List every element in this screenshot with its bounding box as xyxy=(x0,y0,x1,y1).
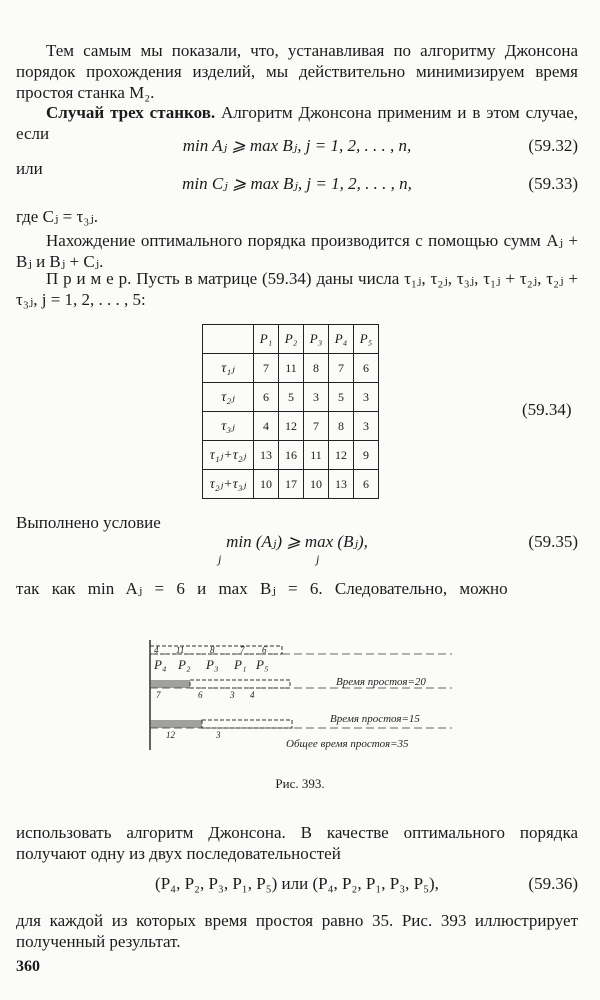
matrix-row xyxy=(203,441,379,470)
matrix-col-header: P₁ xyxy=(254,325,279,354)
matrix-cell: 10 xyxy=(304,470,329,499)
equation-body: min Cⱼ ⩾ max Bⱼ, j = 1, 2, . . . , n, xyxy=(182,174,412,193)
matrix-row-label: τ₁ⱼ+τ₂ⱼ xyxy=(203,441,254,470)
bar2-label: 7 xyxy=(156,690,161,700)
paragraph-3: Нахождение оптимального порядка производится с помощью сумм Aⱼ + Bⱼ и Bⱼ + Cⱼ. xyxy=(16,231,578,271)
matrix-cell: 7 xyxy=(254,354,279,383)
matrix-cell: 8 xyxy=(304,354,329,383)
paragraph-2-text: Алгоритм Джонсона применим и в этом случае, если xyxy=(16,103,578,143)
equation-59-32 xyxy=(16,134,578,158)
or-word: или xyxy=(16,159,43,178)
sequence-label: P₁ xyxy=(234,657,247,672)
equation-body: (P₄, P₂, P₃, P₁, P₅) или (P₄, P₂, P₁, P₃, P₅), xyxy=(155,874,439,893)
matrix-cell: 16 xyxy=(279,441,304,470)
matrix-cell: 12 xyxy=(279,412,304,441)
paragraph-6: использовать алгоритм Джонсона. В качестве оптимального порядка получают одну из двух последовательностей xyxy=(16,823,578,863)
equation-59-35 xyxy=(16,530,578,554)
matrix-col-header: P₂ xyxy=(279,325,304,354)
equation-number: (59.32) xyxy=(528,136,578,155)
equation-body: min Aⱼ ⩾ max Bⱼ, j = 1, 2, . . . , n, xyxy=(182,136,412,155)
paragraph-4: П р и м е р. Пусть в матрице (59.34) даны числа τ₁ⱼ, τ₂ⱼ, τ₃ⱼ, τ₁ⱼ + τ₂ⱼ, τ₂ⱼ + τ₃ⱼ, j = 1, 2, . . . , 5: xyxy=(16,269,578,309)
matrix-corner xyxy=(203,325,254,354)
top-bar-label: 8 xyxy=(210,645,215,655)
section-heading: Случай трех станков. xyxy=(46,103,216,122)
matrix-cell: 6 xyxy=(354,470,379,499)
equation-number: (59.35) xyxy=(528,532,578,551)
idle-time-1: Время простоя=20 xyxy=(336,676,426,688)
bar2-label: 3 xyxy=(230,690,235,700)
matrix-cell: 11 xyxy=(304,441,329,470)
matrix-cell: 7 xyxy=(304,412,329,441)
matrix-cell: 6 xyxy=(354,354,379,383)
matrix-cell: 8 xyxy=(329,412,354,441)
matrix-cell: 7 xyxy=(329,354,354,383)
sequence-label: P₄ xyxy=(154,657,167,672)
sequence-label: P₃ xyxy=(206,657,219,672)
machine-3-idle xyxy=(150,720,202,728)
matrix-col-header: P₅ xyxy=(354,325,379,354)
gantt-figure xyxy=(140,634,470,764)
matrix-cell: 4 xyxy=(254,412,279,441)
condition-label: Выполнено условие xyxy=(16,513,161,532)
equation-number: (59.33) xyxy=(528,174,578,193)
matrix-col-header: P₃ xyxy=(304,325,329,354)
machine-2-idle xyxy=(150,680,190,688)
matrix-cell: 3 xyxy=(354,412,379,441)
matrix-row-label: τ₂ⱼ xyxy=(203,383,254,412)
top-bar-label: 4 xyxy=(154,645,159,655)
matrix-table xyxy=(202,324,379,499)
bar2-label: 6 xyxy=(198,690,203,700)
idle-time-2: Время простоя=15 xyxy=(330,713,420,725)
equation-number: (59.36) xyxy=(528,874,578,893)
equation-body: min (Aⱼ) ⩾ max (Bⱼ), xyxy=(226,532,368,551)
bar2-label: 4 xyxy=(250,690,255,700)
page-number: 360 xyxy=(16,958,40,975)
bar3-label: 3 xyxy=(216,730,221,740)
machine-2-bar xyxy=(190,680,290,688)
matrix-cell: 11 xyxy=(279,354,304,383)
matrix-row xyxy=(203,470,379,499)
matrix-cell: 12 xyxy=(329,441,354,470)
matrix-row xyxy=(203,412,379,441)
matrix-cell: 13 xyxy=(329,470,354,499)
max-subscript: j xyxy=(316,552,320,566)
matrix-cell: 10 xyxy=(254,470,279,499)
top-bar-label: 7 xyxy=(240,645,245,655)
figure-caption: Рис. 393. xyxy=(275,776,325,791)
matrix-col-header: P₄ xyxy=(329,325,354,354)
paragraph-1: Тем самым мы показали, что, устанавливая по алгоритму Джонсона порядок прохождения изделий, мы действительно минимизируем время простоя станка M₂. xyxy=(16,41,578,102)
matrix-cell: 6 xyxy=(254,383,279,412)
equation-number-59-34: (59.34) xyxy=(522,400,572,419)
matrix-row xyxy=(203,383,379,412)
matrix-row-label: τ₃ⱼ xyxy=(203,412,254,441)
where-clause: где Cⱼ = τ₃ⱼ. xyxy=(16,207,98,226)
bar3-label: 12 xyxy=(166,730,175,740)
matrix-cell: 13 xyxy=(254,441,279,470)
equation-59-36 xyxy=(16,872,578,896)
matrix-cell: 5 xyxy=(279,383,304,412)
top-bar-label: 11 xyxy=(176,645,185,655)
paragraph-5: так как min Aⱼ = 6 и max Bⱼ = 6. Следовательно, можно xyxy=(16,579,508,598)
top-bar-label: 6 xyxy=(262,645,267,655)
matrix-cell: 3 xyxy=(304,383,329,412)
matrix-row-label: τ₂ⱼ+τ₃ⱼ xyxy=(203,470,254,499)
matrix-cell: 3 xyxy=(354,383,379,412)
sequence-label: P₂ xyxy=(178,657,191,672)
paragraph-7: для каждой из которых время простоя равно 35. Рис. 393 иллюстрирует полученный результат. xyxy=(16,911,578,951)
matrix-cell: 9 xyxy=(354,441,379,470)
matrix-row-label: τ₁ⱼ xyxy=(203,354,254,383)
machine-3-bar xyxy=(202,720,292,728)
sequence-label: P₅ xyxy=(256,657,269,672)
min-subscript: j xyxy=(218,552,222,566)
total-idle-time: Общее время простоя=35 xyxy=(286,738,409,750)
matrix-row xyxy=(203,354,379,383)
matrix-cell: 17 xyxy=(279,470,304,499)
matrix-header-row xyxy=(203,325,379,354)
equation-59-33 xyxy=(16,172,578,196)
matrix-cell: 5 xyxy=(329,383,354,412)
